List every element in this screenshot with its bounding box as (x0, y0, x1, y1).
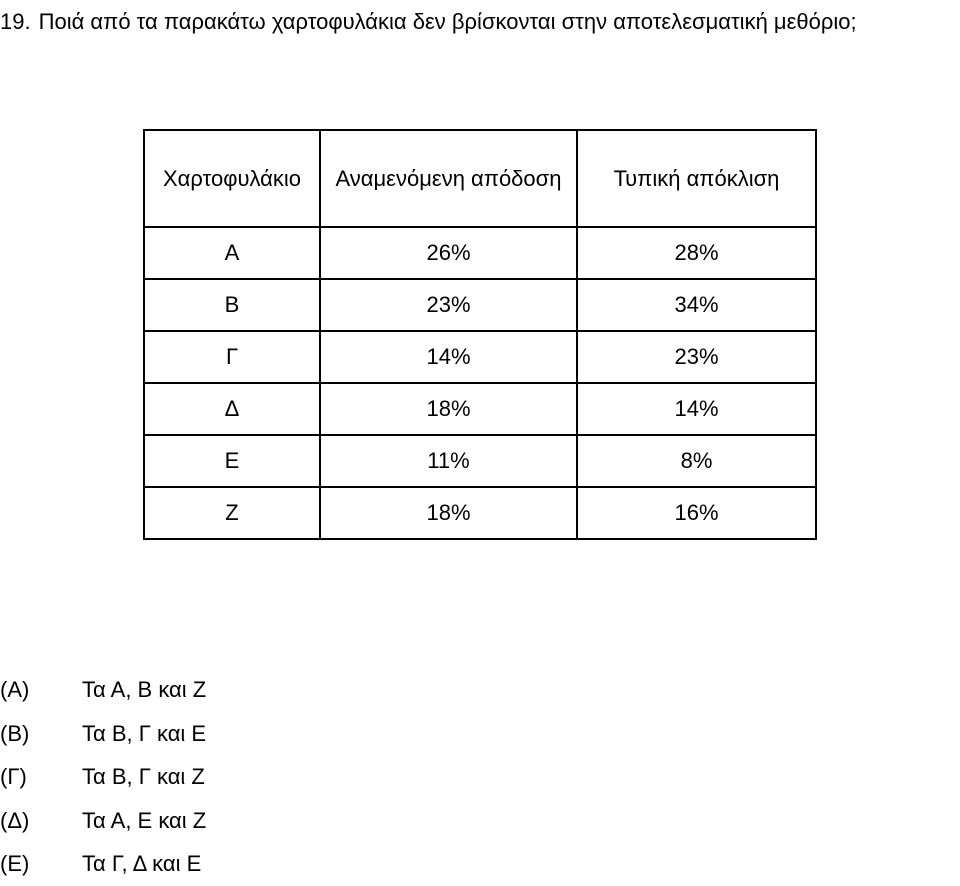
answer-option-a[interactable] (0, 668, 206, 712)
return-cell: 23% (320, 279, 577, 331)
std-cell: 16% (577, 487, 816, 539)
return-cell: 18% (320, 383, 577, 435)
table-row (144, 487, 816, 539)
header-expected-return: Αναμενόμενη απόδοση (320, 130, 577, 227)
option-label: (Β) (0, 720, 30, 746)
answer-option-e[interactable] (0, 842, 206, 886)
portfolio-cell: Ζ (144, 487, 320, 539)
table-row (144, 279, 816, 331)
portfolio-cell: Β (144, 279, 320, 331)
header-std-deviation: Τυπική απόκλιση (577, 130, 816, 227)
option-label: (Ε) (0, 851, 30, 876)
std-cell: 23% (577, 331, 816, 383)
portfolio-cell: Α (144, 227, 320, 279)
table-row (144, 331, 816, 383)
header-portfolio: Χαρτοφυλάκιο (144, 130, 320, 227)
std-cell: 28% (577, 227, 816, 279)
portfolio-cell: Ε (144, 435, 320, 487)
answer-option-d[interactable] (0, 799, 206, 843)
answer-option-c[interactable] (0, 755, 206, 799)
std-cell: 8% (577, 435, 816, 487)
option-label: (Α) (0, 677, 30, 702)
table-row (144, 383, 816, 435)
table-row (144, 227, 816, 279)
table-header-row (144, 130, 816, 227)
question-body: Ποιά από τα παρακάτω χαρτοφυλάκια δεν βρίσκονται στην αποτελεσματική μεθόριο; (38, 9, 857, 34)
return-cell: 26% (320, 227, 577, 279)
return-cell: 18% (320, 487, 577, 539)
option-text: Τα Β, Γ και Ζ (82, 764, 205, 789)
return-cell: 14% (320, 331, 577, 383)
portfolio-cell: Δ (144, 383, 320, 435)
question-text (0, 0, 958, 44)
option-text: Τα Β, Γ και Ε (82, 720, 207, 746)
std-cell: 34% (577, 279, 816, 331)
question-number: 19. (0, 9, 31, 34)
option-text: Τα Γ, Δ και Ε (82, 851, 202, 876)
answer-option-b[interactable] (0, 712, 206, 756)
option-text: Τα Α, Ε και Ζ (82, 807, 207, 833)
return-cell: 11% (320, 435, 577, 487)
std-cell: 14% (577, 383, 816, 435)
portfolio-table (143, 129, 817, 540)
option-label: (Δ) (0, 807, 30, 833)
table-row (144, 435, 816, 487)
answer-options (0, 668, 206, 886)
option-label: (Γ) (0, 764, 27, 789)
portfolio-cell: Γ (144, 331, 320, 383)
option-text: Τα Α, Β και Ζ (82, 677, 207, 702)
